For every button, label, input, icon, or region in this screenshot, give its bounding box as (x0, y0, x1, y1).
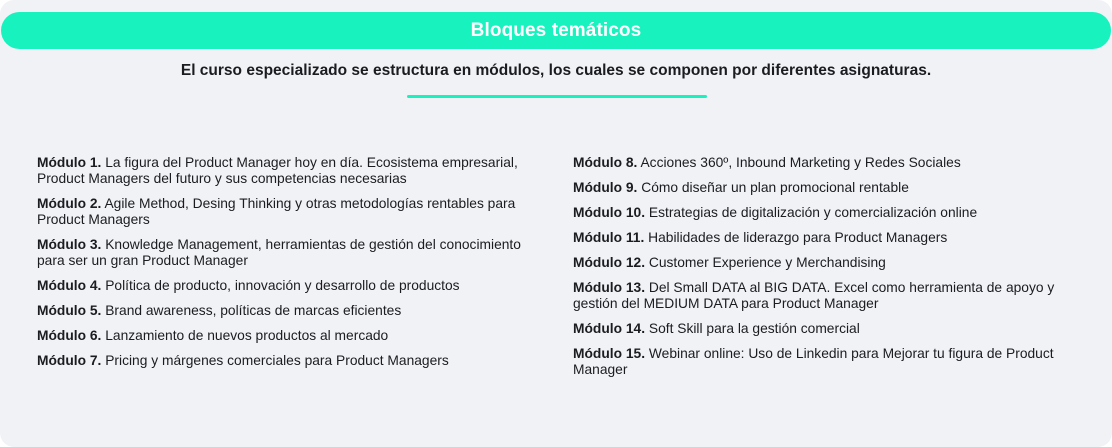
module-text: Política de producto, innovación y desarrollo de productos (101, 278, 460, 293)
module-text: Habilidades de liderazgo para Product Managers (644, 230, 948, 245)
module-text: Cómo diseñar un plan promocional rentable (637, 180, 909, 195)
module-label: Módulo 15. (573, 346, 646, 361)
module-label: Módulo 2. (37, 196, 102, 211)
module-item (573, 255, 1083, 271)
module-item (37, 196, 537, 228)
module-text: Pricing y márgenes comerciales para Product Managers (101, 353, 449, 368)
module-item (37, 278, 537, 294)
module-item (573, 205, 1083, 221)
section-subtitle: El curso especializado se estructura en módulos, los cuales se componen por diferentes asignaturas. (180, 62, 932, 79)
section-title-bar (1, 12, 1111, 49)
module-item (573, 346, 1083, 378)
module-item (573, 155, 1083, 171)
module-label: Módulo 1. (37, 155, 102, 170)
module-text: Soft Skill para la gestión comercial (645, 321, 860, 336)
module-label: Módulo 13. (573, 280, 646, 295)
module-text: Acciones 360º, Inbound Marketing y Redes Sociales (637, 155, 961, 170)
module-label: Módulo 7. (37, 353, 102, 368)
module-item (37, 328, 537, 344)
module-label: Módulo 5. (37, 303, 102, 318)
module-text: La figura del Product Manager hoy en día. Ecosistema empresarial, Product Managers del futuro y sus competencias necesarias (37, 155, 518, 186)
module-label: Módulo 14. (573, 321, 646, 336)
module-text: Brand awareness, políticas de marcas eficientes (101, 303, 402, 318)
module-label: Módulo 3. (37, 237, 102, 252)
module-label: Módulo 6. (37, 328, 102, 343)
module-label: Módulo 10. (573, 205, 646, 220)
module-item (37, 303, 537, 319)
module-text: Agile Method, Desing Thinking y otras metodologías rentables para Product Managers (37, 196, 516, 227)
section-title: Bloques temáticos (470, 19, 642, 41)
module-text: Customer Experience y Merchandising (645, 255, 886, 270)
module-text: Knowledge Management, herramientas de gestión del conocimiento para ser un gran Product Manager (37, 237, 521, 268)
module-label: Módulo 9. (573, 180, 638, 195)
modules-column-left (37, 155, 537, 378)
module-text: Del Small DATA al BIG DATA. Excel como herramienta de apoyo y gestión del MEDIUM DATA para Product Manager (573, 280, 1055, 311)
module-text: Estrategias de digitalización y comercialización online (645, 205, 978, 220)
modules-column-right (573, 155, 1083, 387)
module-item (37, 155, 537, 187)
module-item (37, 237, 537, 269)
module-label: Módulo 8. (573, 155, 638, 170)
module-item (37, 353, 537, 369)
module-text: Lanzamiento de nuevos productos al mercado (101, 328, 389, 343)
module-item (573, 280, 1083, 312)
module-label: Módulo 12. (573, 255, 646, 270)
module-item (573, 321, 1083, 337)
module-label: Módulo 4. (37, 278, 102, 293)
module-text: Webinar online: Uso de Linkedin para Mejorar tu figura de Product Manager (573, 346, 1054, 377)
module-label: Módulo 11. (573, 230, 645, 245)
module-item (573, 180, 1083, 196)
accent-divider (407, 95, 707, 98)
module-item (573, 230, 1083, 246)
